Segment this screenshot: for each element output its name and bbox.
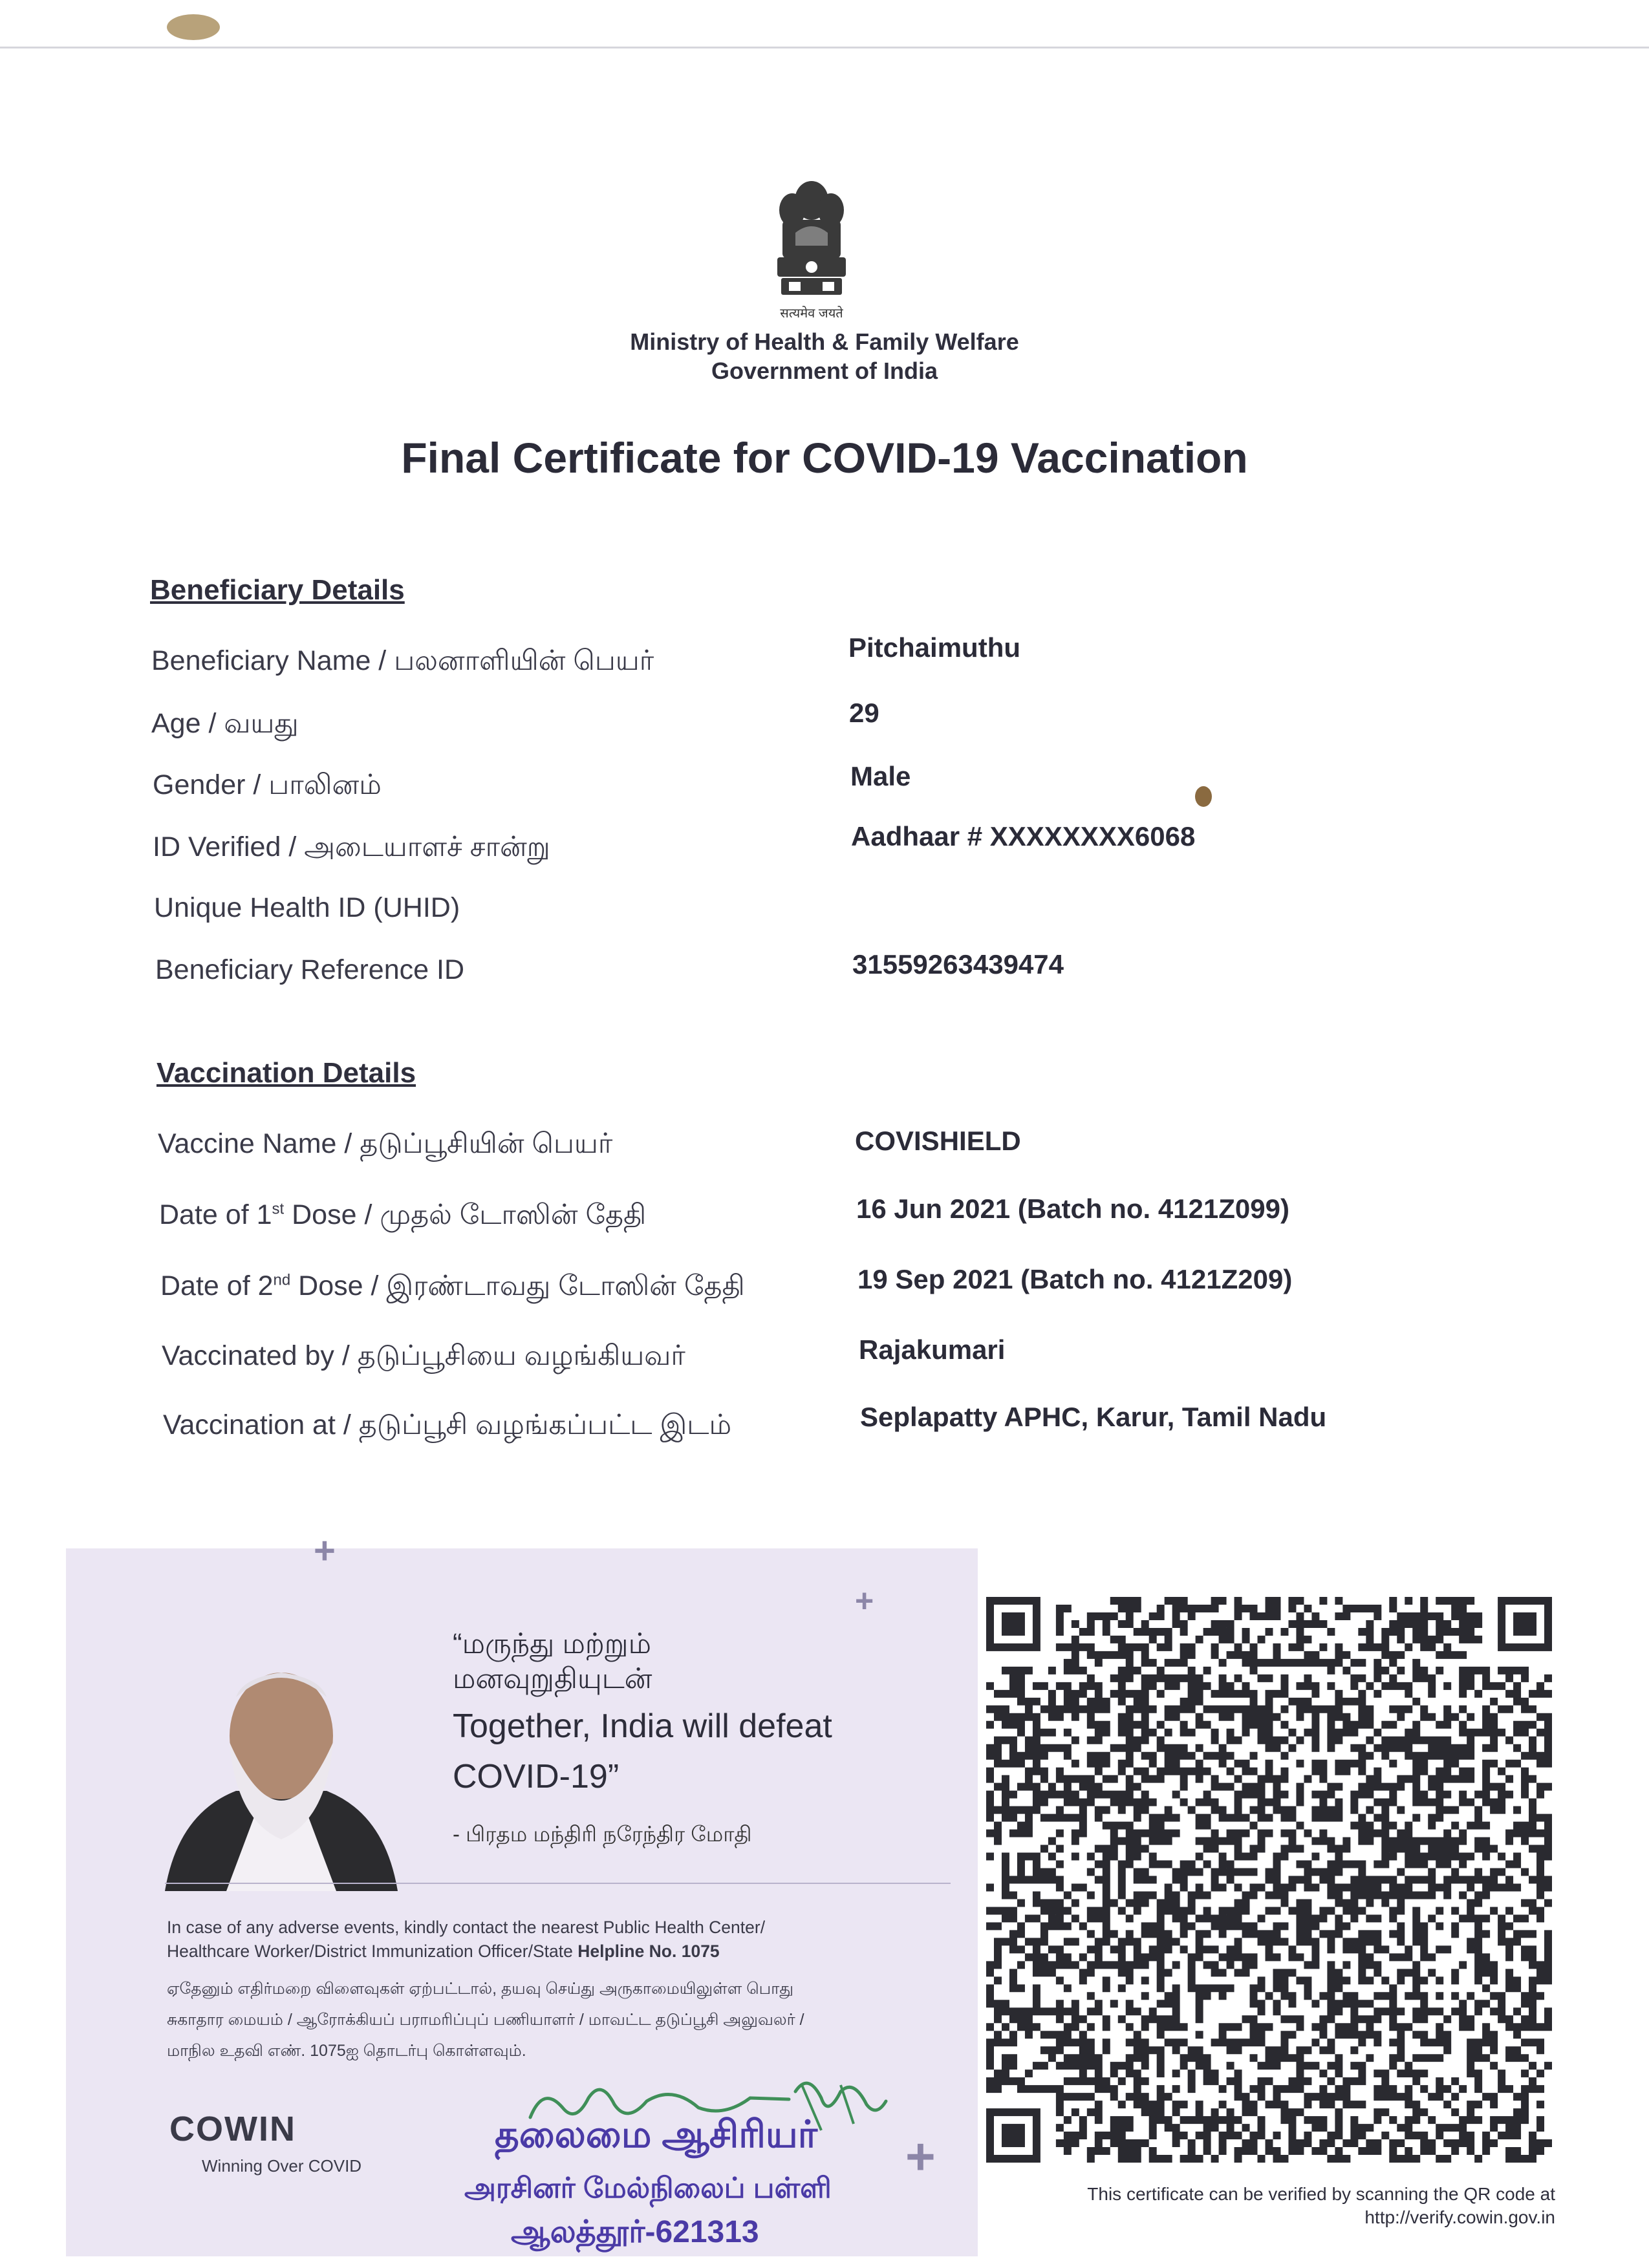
adverse-event-note-tamil-line3: மாநில உதவி எண். 1075ஐ தொடர்பு கொள்ளவும்.: [167, 2042, 526, 2060]
beneficiary-name-value: Pitchaimuthu: [848, 632, 1021, 663]
stamp-location: ஆலத்தூர்-621313: [511, 2215, 759, 2249]
vaccination-place-value: Seplapatty APHC, Karur, Tamil Nadu: [860, 1402, 1327, 1432]
age-value: 29: [849, 698, 879, 728]
vaccination-section-title: Vaccination Details: [156, 1057, 416, 1089]
plus-decoration-icon: +: [905, 2128, 936, 2185]
cowin-logo: COWIN: [169, 2110, 296, 2148]
quote-english-line2: COVID-19”: [453, 1758, 620, 1795]
scan-blemish: [1195, 786, 1212, 807]
uhid-label: Unique Health ID (UHID): [154, 892, 460, 923]
banner-divider: [165, 1883, 951, 1884]
adverse-event-note-tamil-line1: ஏதேனும் எதிர்மறை விளைவுகள் ஏற்பட்டால், தயவு செய்து அருகாமையிலுள்ள பொது: [167, 1980, 794, 1998]
dose1-date-label: Date of 1st Dose / முதல் டோஸின் தேதி: [159, 1199, 647, 1230]
prime-minister-portrait: [165, 1652, 398, 1891]
quote-tamil-line1: “மருந்து மற்றும்: [453, 1628, 651, 1660]
scan-blemish: [167, 14, 220, 40]
verification-url: http://verify.cowin.gov.in: [1364, 2207, 1555, 2227]
dose1-date-value: 16 Jun 2021 (Batch no. 4121Z099): [856, 1193, 1289, 1224]
certificate-title: Final Certificate for COVID-19 Vaccination: [401, 434, 1248, 482]
gender-label: Gender / பாலினம்: [153, 769, 382, 800]
vaccinated-by-label: Vaccinated by / தடுப்பூசியை வழங்கியவர்: [162, 1340, 685, 1371]
vaccination-place-label: Vaccination at / தடுப்பூசி வழங்கப்பட்ட இடம்: [163, 1409, 732, 1440]
emblem-motto: सत्यमेव जयते: [780, 306, 843, 321]
id-verified-label: ID Verified / அடையாளச் சான்று: [153, 831, 550, 862]
verification-qr-code: [986, 1597, 1552, 2163]
vaccine-name-label: Vaccine Name / தடுப்பூசியின் பெயர்: [158, 1128, 613, 1159]
adverse-event-note-line2: Healthcare Worker/District Immunization Officer/State Helpline No. 1075: [167, 1942, 720, 1961]
verification-note: [1028, 2183, 1555, 2229]
qr-finder-pattern: [986, 1597, 1040, 1651]
plus-decoration-icon: +: [855, 1583, 874, 1619]
gender-value: Male: [850, 761, 911, 791]
reference-id-value: 31559263439474: [852, 949, 1064, 979]
beneficiary-name-label: Beneficiary Name / பலனாளியின் பெயர்: [151, 645, 654, 676]
national-emblem-icon: [763, 175, 860, 323]
stamp-school-name: அரசினர் மேல்நிலைப் பள்ளி: [464, 2172, 832, 2204]
ministry-name: Ministry of Health & Family Welfare: [630, 328, 1019, 355]
qr-finder-pattern: [1498, 1597, 1552, 1651]
quote-tamil-line2: மனவுறுதியுடன்: [453, 1663, 652, 1695]
verification-note-line1: This certificate can be verified by scanning the QR code at: [1087, 2184, 1555, 2204]
prime-minister-attribution: - பிரதம மந்திரி நரேந்திர மோதி: [453, 1822, 752, 1846]
stamp-designation: தலைமை ஆசிரியர்: [495, 2113, 818, 2156]
scan-edge-line: [0, 47, 1649, 48]
cowin-tagline: Winning Over COVID: [202, 2156, 362, 2176]
qr-finder-pattern: [986, 2108, 1040, 2163]
adverse-event-note-tamil-line2: சுகாதார மையம் / ஆரோக்கியப் பராமரிப்புப் பணியாளர் / மாவட்ட தடுப்பூசி அலுவலர் /: [167, 2011, 804, 2029]
reference-id-label: Beneficiary Reference ID: [155, 954, 464, 985]
government-name: Government of India: [711, 358, 938, 384]
id-verified-value: Aadhaar # XXXXXXXX6068: [851, 821, 1196, 851]
vaccine-name-value: COVISHIELD: [855, 1126, 1021, 1156]
dose2-date-value: 19 Sep 2021 (Batch no. 4121Z209): [857, 1264, 1293, 1294]
plus-decoration-icon: +: [314, 1530, 336, 1572]
adverse-event-note-line1: In case of any adverse events, kindly contact the nearest Public Health Center/: [167, 1918, 766, 1937]
dose2-date-label: Date of 2nd Dose / இரண்டாவது டோஸின் தேதி: [160, 1270, 745, 1301]
beneficiary-section-title: Beneficiary Details: [150, 574, 405, 606]
age-label: Age / வயது: [151, 708, 299, 739]
vaccinated-by-value: Rajakumari: [859, 1334, 1006, 1365]
quote-english-line1: Together, India will defeat: [453, 1707, 832, 1745]
